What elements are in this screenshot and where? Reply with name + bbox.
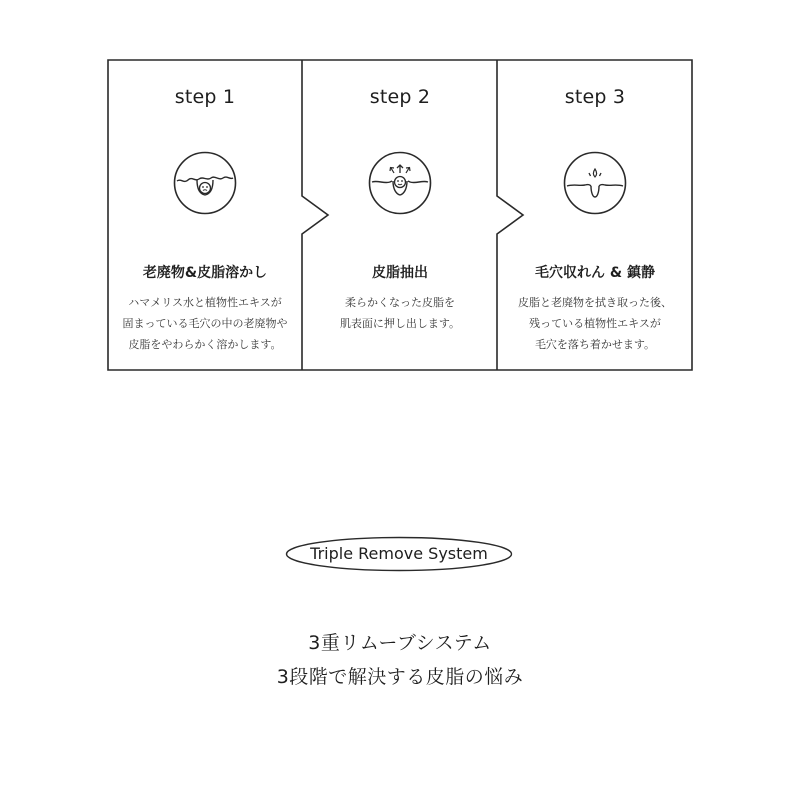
step-title: 皮脂抽出 [372,265,428,281]
pore-clog-icon [173,151,237,215]
sebum-extract-icon [368,151,432,215]
step-card-2 [303,60,497,370]
step-label: step 3 [564,86,626,108]
step-description: 皮脂と老廃物を拭き取った後、 残っている植物性エキスが 毛穴を落ち着かせます。 [518,296,672,351]
step-title: 毛穴収れん & 鎮静 [535,265,655,281]
badge-label: Triple Remove System [310,544,488,563]
step-label: step 2 [369,86,431,108]
system-badge [285,536,513,572]
step-card-3 [498,60,692,370]
step-description: 柔らかくなった皮脂を 肌表面に押し出します。 [339,296,461,330]
headline-line-1: 3重リムーブシステム [308,632,492,654]
step-label: step 1 [174,86,236,108]
step-description: ハマメリス水と植物性エキスが 固まっている毛穴の中の老廃物や 皮脂をやわらかく溶かします。 [122,296,288,351]
step-card-1 [108,60,302,370]
headline-line-2: 3段階で解決する皮脂の悩み [276,666,524,688]
pore-tighten-icon [563,151,627,215]
step-title: 老廃物&皮脂溶かし [142,265,268,281]
